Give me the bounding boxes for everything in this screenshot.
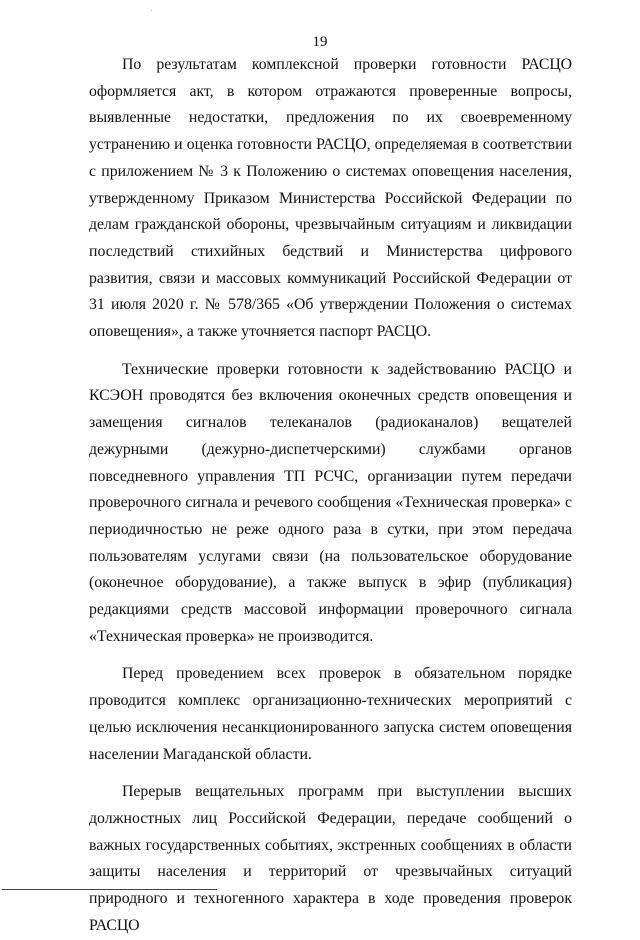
- paragraph-broadcast-interruption: Перерыв вещательных программ при выступлении высших должностных лиц Российской Федерации, передаче сообщений о важных государственных событиях, экстренных сообщениях в области защиты населения и территорий от чрезвычайных ситуаций природного и техногенного характера в ходе проведения проверок РАСЦО: [89, 783, 572, 934]
- paragraph-technical-checks: Технические проверки готовности к задействованию РАСЦО и КСЭОН проводятся без включения оконечных средств оповещения и замещения сигналов телеканалов (радиоканалов) вещателей дежурными (дежурно-диспетчерскими) службами органов повседневного управления ТП РСЧС, организации путем передачи проверочного сигнала и речевого сообщения «Техническая проверка» с периодичностью не реже одного раза в сутки, при этом передача пользователям услугами связи (на пользовательское оборудование (оконечное оборудование), а также выпуск в эфир (публикация) редакциями средств массовой информации проверочного сигнала «Техническая проверка» не производится.: [89, 360, 572, 645]
- paragraph-preparatory-measures: Перед проведением всех проверок в обязательном порядке проводится комплекс организационно-технических мероприятий с целью исключения несанкционированного запуска систем оповещения населении Магаданской области.: [89, 665, 572, 763]
- scan-speck: [151, 10, 152, 11]
- page-number: 19: [312, 34, 328, 50]
- paragraph-inspection-act: По результатам комплексной проверки готовности РАСЦО оформляется акт, в котором отражаются проверенные вопросы, выявленные недостатки, предложения по их своевременному устранению и оценка готовности РАСЦО, определяемая в соответствии с приложением № 3 к Положению о системах оповещения населения, утвержденному Приказом Министерства Российской Федерации по делам гражданской обороны, чрезвычайным ситуациям и ликвидации последствий стихийных бедствий и Министерства цифрового развития, связи и массовых коммуникаций Российской Федерации от 31 июля 2020 г. № 578/365 «Об утверждении Положения о системах оповещения», а также уточняется паспорт РАСЦО.: [89, 56, 572, 341]
- body-text: [89, 52, 572, 940]
- footer-rule: [2, 889, 217, 890]
